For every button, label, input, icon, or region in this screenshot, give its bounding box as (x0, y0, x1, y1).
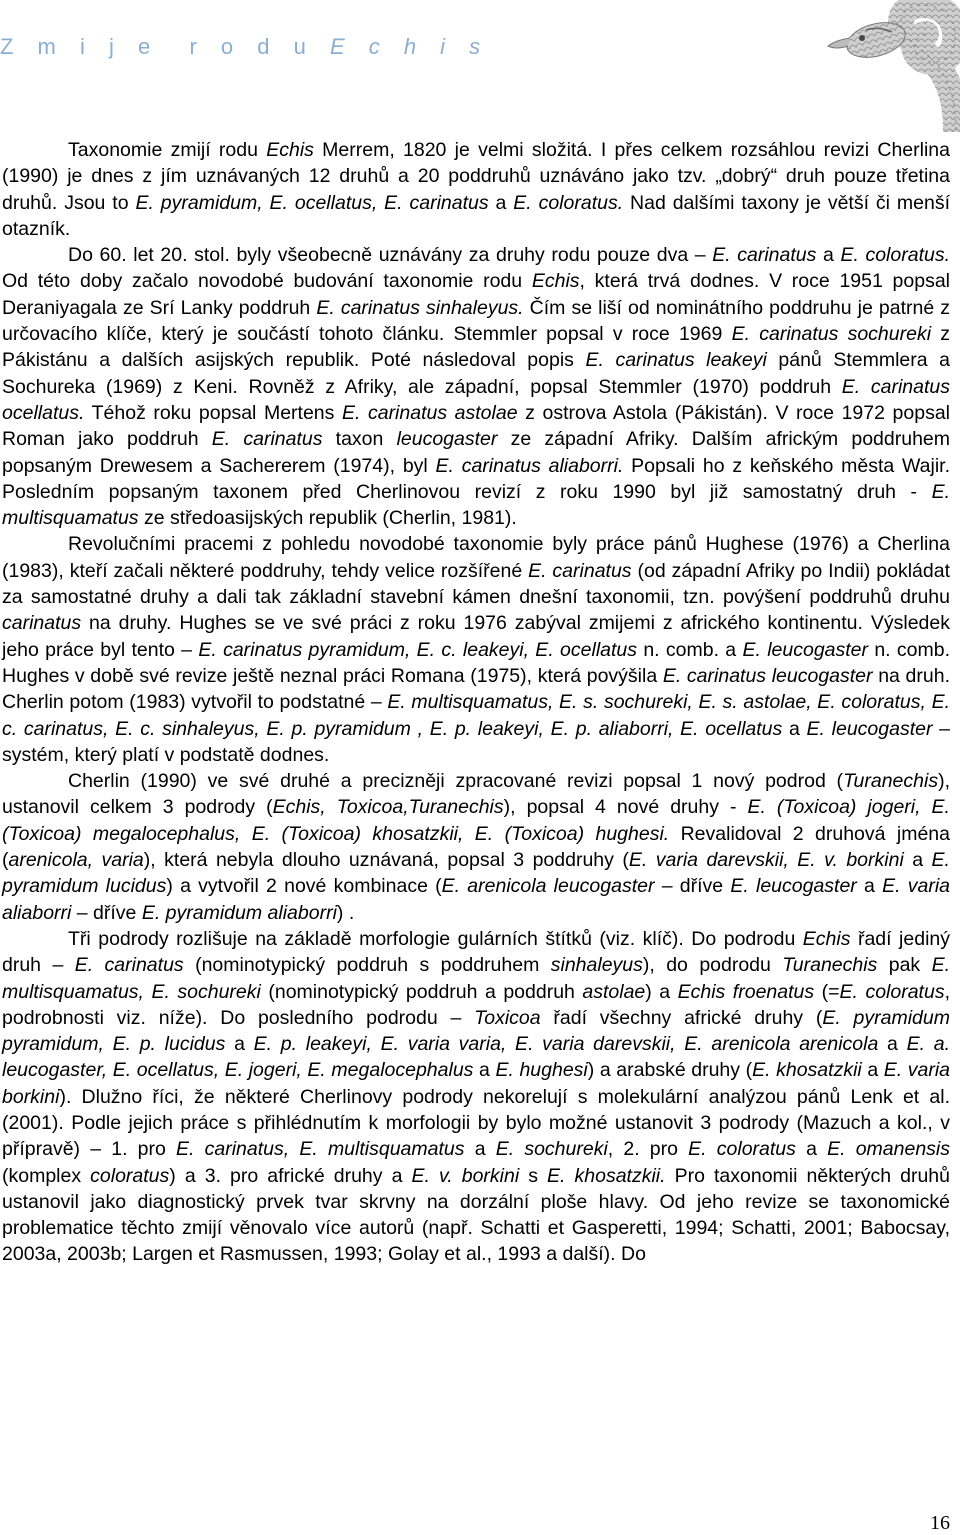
text-run: Tři podrody rozlišuje na základě morfologie gulárních štítků (viz. klíč). Do podrodu (68, 927, 803, 950)
italic-taxon: Echis (802, 927, 851, 950)
italic-taxon: E. p. leakeyi, E. varia varia, E. varia darevskii, E. arenicola arenicola (253, 1033, 879, 1056)
paragraph (2, 926, 950, 1268)
text-run: Čím se liší od nominátního poddruhu je patrné z určovacího klíče, který je součástí tohoto článku. Stemmler popsal v roce 1969 (2, 296, 950, 346)
italic-taxon: E. arenicola leucogaster (441, 875, 655, 898)
italic-taxon: E. carinatus (211, 428, 323, 451)
italic-taxon: E. hughesi (495, 1059, 588, 1082)
header-genus: E c h i s (329, 34, 490, 59)
text-run: na druh. Cherlin potom (1983) vytvořil to podstatné – (2, 664, 950, 714)
text-run: ). Dlužno říci, že některé Cherlinovy podrody nekorelují s molekulární analýzou pánů Lenk et al. (2001). Podle jejich práce s přihlédnutím k morfologii by bylo možné ustanovit 3 podrody (Mazuch a kol., v přípravě) – 1. pro (2, 1085, 950, 1161)
italic-taxon: E. carinatus (528, 559, 632, 582)
italic-taxon: E. pyramidum lucidus (2, 849, 950, 898)
text-run: (komplex (2, 1164, 91, 1187)
italic-taxon: E. coloratus (839, 980, 945, 1003)
text-run: a (856, 875, 883, 898)
text-run: a (903, 849, 932, 872)
italic-taxon: arenicola, varia (8, 849, 144, 872)
italic-taxon: E. carinatus (712, 244, 817, 267)
italic-taxon: E. carinatus sinhaleyus. (316, 296, 524, 319)
text-run: na druhy. Hughes se ve své práci z roku 1976 zabýval zmijemi z afrického kontinentu. Výsledek jeho práce byl tento – (2, 612, 950, 661)
paragraph (2, 137, 950, 242)
italic-taxon: E. pyramidum pyramidum, E. p. lucidus (2, 1006, 950, 1056)
text-run: Nad dalšími taxony je větší či menší otazník. (2, 191, 950, 240)
italic-taxon: E. leucogaster (806, 717, 933, 740)
text-run: Pro taxonomii některých druhů ustanovil jako diagnostický prvek tvar skrvny na dorzální ploše hlavy. Od jeho revize se taxonomické problematice těchto zmijí věnovalo více autorů (např. Schatti et Gasperetti, 1994; Schatti, 2001; Babocsay, 2003a, 2003b; Largen et Rasmussen, 1993; Golay et al., 1993 a další). Do (2, 1164, 950, 1266)
italic-taxon: E. coloratus. (840, 244, 951, 267)
italic-taxon: E. carinatus, E. multisquamatus (176, 1138, 465, 1161)
text-run: Od této doby začalo novodobé budování taxonomie rodu (2, 270, 532, 293)
italic-taxon: E. carinatus pyramidum, E. c. leakeyi, E. ocellatus (198, 638, 638, 661)
italic-taxon: E. varia borkini (2, 1059, 951, 1108)
text-run: , která trvá dodnes. V roce 1951 popsal Deraniyagala ze Srí Lanky poddruh (2, 270, 951, 319)
italic-taxon: E. coloratus (688, 1138, 796, 1161)
text-run: Revolučními pracemi z pohledu novodobé taxonomie byly práce pánů Hughese (1976) a Cherlina (1983), kteří začali některé poddruhy, tehdy velice rozšířené (2, 533, 950, 582)
snake-illustration (806, 0, 960, 132)
italic-taxon: E. khosatzkii. (547, 1164, 666, 1187)
text-run: a (488, 191, 514, 214)
text-run: , podrobnosti viz. níže). Do posledního podrodu – (2, 980, 950, 1029)
text-run: pánů Stemmlera a Sochureka (1969) z Keni. Rovněž z Afriky, ale západní, popsal Stemmler (1970) poddruh (2, 349, 950, 398)
italic-taxon: leucogaster (396, 428, 498, 451)
italic-taxon: sinhaleyus (550, 954, 643, 977)
italic-taxon: astolae (582, 980, 646, 1003)
italic-taxon: E. varia aliaborri (2, 875, 951, 924)
text-run: ), která nebyla dlouho uznávaná, popsal 3 poddruhy ( (143, 849, 629, 872)
text-run: (nominotypický poddruh a poddruh (260, 980, 583, 1003)
text-run: taxon (322, 428, 397, 451)
italic-taxon: E. (Toxicoa) jogeri, E. (Toxicoa) megalocephalus, E. (Toxicoa) khosatzkii, E. (Toxicoa) hughesi. (2, 796, 950, 845)
italic-taxon: E. coloratus. (513, 191, 624, 214)
italic-taxon: Toxicoa (474, 1006, 541, 1029)
italic-taxon: Turanechis (782, 954, 878, 977)
text-run: – dříve (71, 901, 142, 924)
text-run: ) a 3. pro africké druhy a (169, 1164, 412, 1187)
italic-taxon: E. varia darevskii, E. v. borkini (628, 849, 904, 872)
page-number: 16 (930, 1512, 950, 1534)
italic-taxon: E. leucogaster (730, 875, 857, 898)
text-run: Revalidoval 2 druhová jména ( (2, 822, 950, 872)
italic-taxon: E. sochureki (495, 1138, 608, 1161)
text-run: – dříve (654, 875, 731, 898)
text-run: a (464, 1138, 496, 1161)
italic-taxon: E. carinatus leucogaster (662, 664, 873, 687)
text-run: ) . (336, 901, 355, 924)
text-run: a (816, 244, 841, 267)
text-run: Popsali ho z keňského města Wajir. Posledním popsaným taxonem před Cherlinovou revizí z roku 1990 byl již samostatný druh - (2, 454, 951, 503)
italic-taxon: E. carinatus sochureki (731, 323, 932, 346)
text-run: ze středoasijských republik (Cherlin, 1981). (138, 507, 517, 530)
text-run: ) a arabské druhy ( (587, 1059, 753, 1082)
italic-taxon: E. pyramidum, E. ocellatus, E. carinatus (135, 191, 489, 214)
italic-taxon: E. multisquamatus, E. sochureki (2, 954, 951, 1003)
italic-taxon: E. carinatus ocellatus. (2, 375, 950, 424)
italic-taxon: E. a. leucogaster, E. ocellatus, E. jogeri, E. megalocephalus (2, 1033, 951, 1082)
text-run: , 2. pro (607, 1138, 689, 1161)
text-run: ), popsal 4 nové druhy - (503, 796, 748, 819)
text-run: n. comb. Hughes v době své revize ještě neznal práci Romana (1975), která povýšila (2, 638, 950, 687)
italic-taxon: coloratus (90, 1164, 170, 1187)
italic-taxon: E. v. borkini (411, 1164, 520, 1187)
text-run: Merrem, 1820 je velmi složitá. I přes celkem rozsáhlou revizi Cherlina (1990) je dnes z jím uznávaných 12 druhů a 20 poddruhů uznáváno jako tzv. „dobrý“ druh pouze třetina druhů. Jsou to (2, 139, 950, 214)
italic-taxon: E. pyramidum aliaborri (141, 901, 337, 924)
text-run: (nominotypický poddruh s poddruhem (183, 954, 551, 977)
text-run: (od západní Afriky po Indii) pokládat za samostatné druhy a dali tak základní stavební kámen dnešní taxonomii, tzn. povýšení poddruhů druhu (2, 559, 951, 609)
italic-taxon: E. khosatzkii (752, 1059, 862, 1082)
text-run: a (795, 1138, 828, 1161)
italic-taxon: Echis, Toxicoa,Turanechis (272, 796, 504, 819)
text-run: ) a vytvořil 2 nové kombinace ( (166, 875, 442, 898)
italic-taxon: E. carinatus aliaborri. (435, 454, 624, 477)
header-prefix: Z m i j e r o d u (0, 34, 330, 59)
text-run: ) a (645, 980, 678, 1003)
text-run: a (225, 1033, 254, 1056)
italic-taxon: E. multisquamatus, E. s. sochureki, E. s. astolae, E. coloratus, E. c. carinatus, E. c. sinhaleyus, E. p. pyramidum , E. p. leakeyi, E. p. aliaborri, E. ocellatus (2, 691, 950, 740)
italic-taxon: Echis (266, 139, 314, 161)
text-run: a (878, 1033, 907, 1056)
text-run: pak (877, 954, 932, 977)
italic-taxon: E. carinatus astolae (341, 401, 518, 424)
italic-taxon: E. multisquamatus (2, 480, 950, 530)
text-run: – systém, který platí v podstatě dodnes. (2, 717, 950, 766)
text-run: z ostrova Astola (Pákistán). V roce 1972 popsal Roman jako poddruh (2, 401, 950, 451)
italic-taxon: E. omanensis (827, 1138, 951, 1161)
paragraph (2, 242, 950, 531)
italic-taxon: carinatus (2, 612, 82, 635)
italic-taxon: Echis (531, 270, 580, 293)
paragraph (2, 768, 950, 926)
italic-taxon: E. carinatus (74, 954, 184, 977)
text-run: a (782, 717, 807, 740)
text-run: Do 60. let 20. stol. byly všeobecně uznávány za druhy rodu pouze dva – (68, 244, 713, 267)
text-run: a (861, 1059, 884, 1082)
text-run: ), ustanovil celkem 3 podrody ( (2, 770, 950, 819)
text-run: z Pákistánu a dalších asijských republik. Poté následoval popis (2, 323, 951, 372)
text-run: Cherlin (1990) ve své druhé a precizněji zpracované revizi popsal 1 nový podrod ( (68, 770, 844, 793)
italic-taxon: Echis froenatus (677, 980, 815, 1003)
text-run: a (473, 1059, 496, 1082)
text-run: ), do podrodu (642, 954, 783, 977)
italic-taxon: E. carinatus leakeyi (585, 349, 767, 372)
text-run: Taxonomie zmijí rodu (68, 139, 267, 161)
italic-taxon: Turanechis (843, 770, 939, 793)
text-run: řadí jediný druh – (2, 927, 951, 977)
text-run: ze západní Afriky. Dalším africkým poddruhem popsaným Drewesem a Sachererem (1974), byl (2, 428, 951, 477)
running-header (0, 34, 489, 60)
text-run: Téhož roku popsal Mertens (84, 401, 342, 424)
text-run: n. comb. a (637, 638, 743, 661)
article-body (2, 137, 950, 1268)
text-run: řadí všechny africké druhy ( (540, 1006, 823, 1029)
italic-taxon: E. leucogaster (742, 638, 869, 661)
text-run: s (519, 1164, 548, 1187)
paragraph (2, 531, 950, 768)
text-run: (= (814, 980, 840, 1003)
